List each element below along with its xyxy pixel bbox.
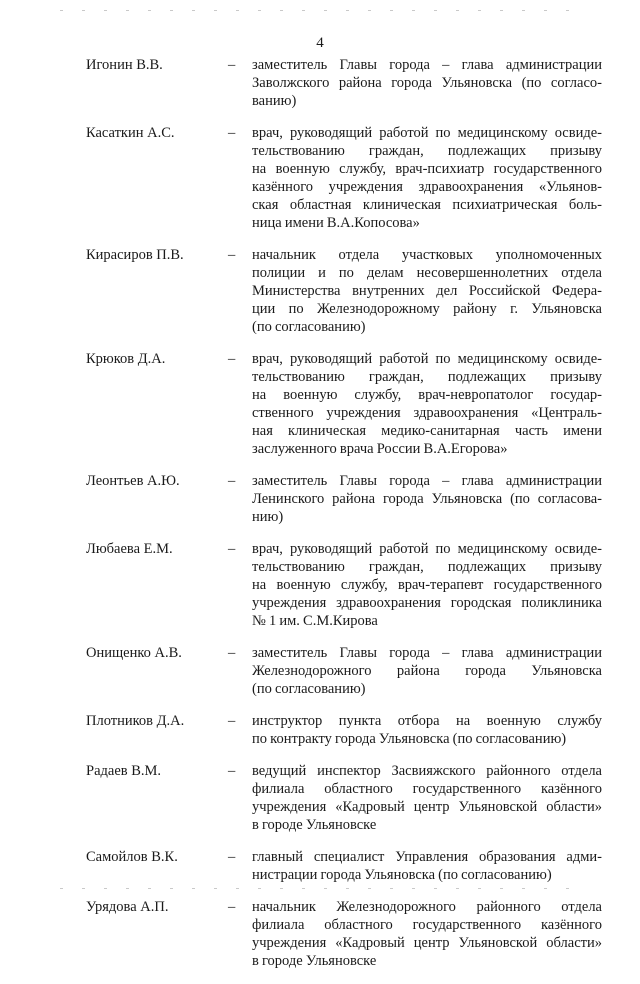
position-line: заместитель Главы города – глава администрации — [252, 645, 602, 661]
dash-separator: – — [228, 125, 236, 141]
position-line: учреждения здравоохранения городская поликлиника — [252, 595, 602, 611]
position-line: филиала областного государственного казённого — [252, 781, 602, 797]
position-line: врач, руководящий работой по медицинскому освиде- — [252, 351, 602, 367]
position-line: учреждения «Кадровый центр Ульяновской области» — [252, 935, 602, 951]
dash-separator: – — [228, 763, 236, 779]
position-line: учреждения «Кадровый центр Ульяновской области» — [252, 799, 602, 815]
list-item — [0, 898, 640, 970]
position-line: на военную службу, врач-невропатолог государ- — [252, 387, 602, 403]
member-name: Урядова А.П. — [86, 899, 169, 915]
dash-separator: – — [228, 57, 236, 73]
dash-separator: – — [228, 473, 236, 489]
member-name: Касаткин А.С. — [86, 125, 175, 141]
position-line: начальник Железнодорожного районного отдела — [252, 899, 602, 915]
position-line: ции по Железнодорожному району г. Ульяновска — [252, 301, 602, 317]
position-line: Министерства внутренних дел Российской Федера- — [252, 283, 602, 299]
list-item — [0, 848, 640, 884]
dash-separator: – — [228, 849, 236, 865]
position-line: (по согласованию) — [252, 319, 366, 335]
position-line: начальник отдела участковых уполномоченных — [252, 247, 602, 263]
list-item — [0, 472, 640, 526]
position-line: на военную службу, врач-психиатр государственного — [252, 161, 602, 177]
position-line: филиала областного государственного казённого — [252, 917, 602, 933]
member-position — [252, 712, 602, 748]
position-line: инструктор пункта отбора на военную службу — [252, 713, 602, 729]
position-line: полиции и по делам несовершеннолетних отдела — [252, 265, 602, 281]
list-item — [0, 124, 640, 232]
position-line: ванию) — [252, 93, 297, 109]
dash-separator: – — [228, 713, 236, 729]
position-line: по контракту города Ульяновска (по согласованию) — [252, 731, 567, 747]
member-position — [252, 124, 602, 232]
position-line: Железнодорожного района города Ульяновска — [252, 663, 602, 679]
member-name: Кирасиров П.В. — [86, 247, 184, 263]
position-line: (по согласованию) — [252, 681, 366, 697]
position-line: ственного учреждения здравоохранения «Централь- — [252, 405, 602, 421]
member-position — [252, 246, 602, 336]
position-line: тельствованию граждан, подлежащих призыву — [252, 143, 602, 159]
position-line: № 1 им. С.М.Кирова — [252, 613, 378, 629]
scan-artifact-top — [60, 10, 580, 11]
member-name: Онищенко А.В. — [86, 645, 182, 661]
member-position — [252, 898, 602, 970]
dash-separator: – — [228, 645, 236, 661]
member-name: Крюков Д.А. — [86, 351, 166, 367]
list-item — [0, 350, 640, 458]
position-line: заслуженного врача России В.А.Егорова» — [252, 441, 508, 457]
position-line: тельствованию граждан, подлежащих призыву — [252, 559, 602, 575]
position-line: ница имени В.А.Копосова» — [252, 215, 420, 231]
position-line: заместитель Главы города – глава администрации — [252, 57, 602, 73]
position-line: в городе Ульяновске — [252, 953, 377, 969]
member-position — [252, 848, 602, 884]
member-position — [252, 644, 602, 698]
position-line: Заволжского района города Ульяновска (по согласо- — [252, 75, 602, 91]
scan-artifact-bottom — [60, 888, 580, 889]
page-number: 4 — [316, 35, 324, 51]
member-list — [0, 56, 640, 984]
position-line: главный специалист Управления образования адми- — [252, 849, 602, 865]
member-name: Радаев В.М. — [86, 763, 162, 779]
member-name: Любаева Е.М. — [86, 541, 173, 557]
position-line: заместитель Главы города – глава администрации — [252, 473, 602, 489]
dash-separator: – — [228, 899, 236, 915]
member-position — [252, 56, 602, 110]
position-line: ная клиническая медико-санитарная часть имени — [252, 423, 602, 439]
position-line: врач, руководящий работой по медицинскому освиде- — [252, 125, 602, 141]
position-line: ведущий инспектор Засвияжского районного отдела — [252, 763, 602, 779]
position-line: нию) — [252, 509, 284, 525]
position-line: в городе Ульяновске — [252, 817, 377, 833]
position-line: тельствованию граждан, подлежащих призыву — [252, 369, 602, 385]
member-name: Игонин В.В. — [86, 57, 163, 73]
position-line: казённого учреждения здравоохранения «Ульянов- — [252, 179, 602, 195]
list-item — [0, 762, 640, 834]
member-name: Леонтьев А.Ю. — [86, 473, 180, 489]
member-position — [252, 540, 602, 630]
member-name: Самойлов В.К. — [86, 849, 178, 865]
list-item — [0, 712, 640, 748]
list-item — [0, 246, 640, 336]
position-line: ская областная клиническая психиатрическая боль- — [252, 197, 602, 213]
position-line: Ленинского района города Ульяновска (по согласова- — [252, 491, 602, 507]
list-item — [0, 56, 640, 110]
member-position — [252, 762, 602, 834]
dash-separator: – — [228, 541, 236, 557]
dash-separator: – — [228, 247, 236, 263]
list-item — [0, 540, 640, 630]
list-item — [0, 644, 640, 698]
member-position — [252, 472, 602, 526]
position-line: нистрации города Ульяновска (по согласованию) — [252, 867, 552, 883]
member-name: Плотников Д.А. — [86, 713, 185, 729]
position-line: врач, руководящий работой по медицинскому освиде- — [252, 541, 602, 557]
dash-separator: – — [228, 351, 236, 367]
position-line: на военную службу, врач-терапевт государственного — [252, 577, 602, 593]
member-position — [252, 350, 602, 458]
